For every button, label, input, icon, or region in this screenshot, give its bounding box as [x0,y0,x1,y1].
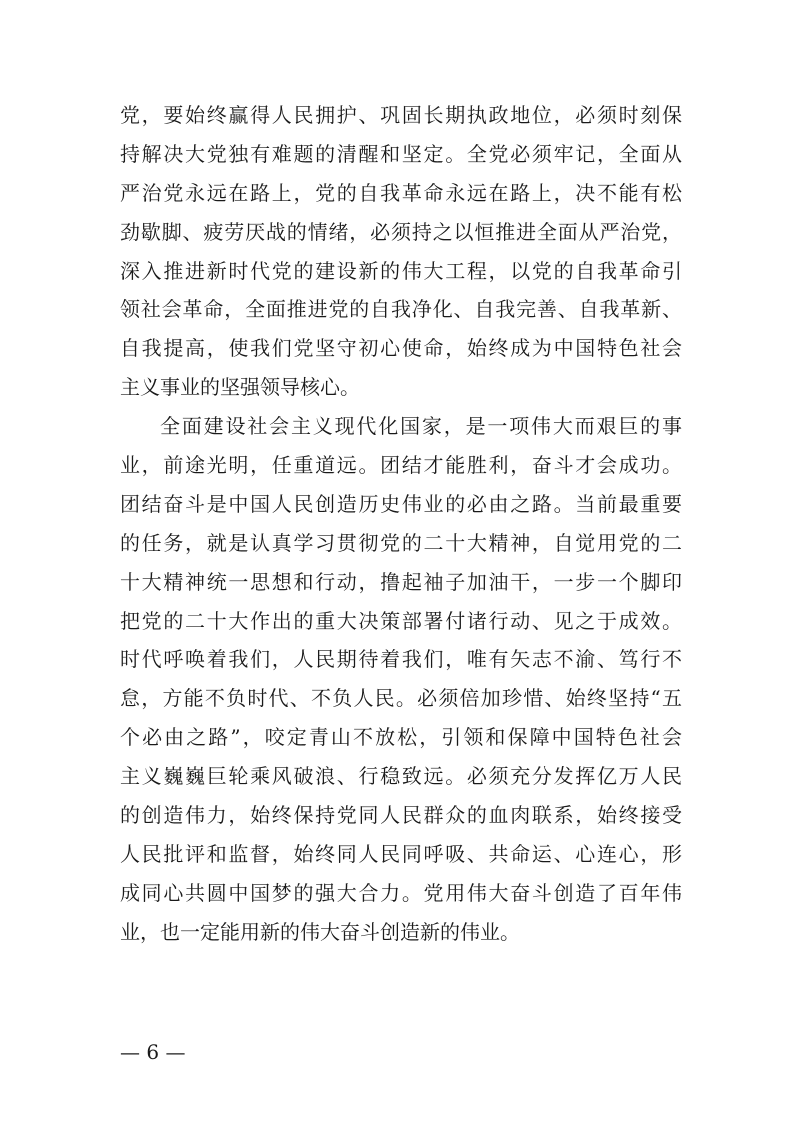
text-line: 领社会革命，全面推进党的自我净化、自我完善、自我革新、 [120,297,682,322]
text-line: 持解决大党独有难题的清醒和坚定。全党必须牢记，全面从 [120,141,682,166]
text-line: 人民批评和监督，始终同人民同呼吸、共命运、心连心，形 [120,841,682,866]
text-line: 劲歇脚、疲劳厌战的情绪，必须持之以恒推进全面从严治党， [120,219,682,244]
text-line: 自我提高，使我们党坚守初心使命，始终成为中国特色社会 [120,336,682,361]
text-line: 成同心共圆中国梦的强大合力。党用伟大奋斗创造了百年伟 [120,880,682,905]
text-line: 全面建设社会主义现代化国家，是一项伟大而艰巨的事 [160,414,682,439]
text-line: 十大精神统一思想和行动，撸起袖子加油干，一步一个脚印 [120,569,682,594]
body-text [120,96,682,952]
text-line: 主义巍巍巨轮乘风破浪、行稳致远。必须充分发挥亿万人民 [120,764,682,789]
text-line: 业，前途光明，任重道远。团结才能胜利，奋斗才会成功。 [120,453,682,478]
text-line: 个必由之路”，咬定青山不放松，引领和保障中国特色社会 [120,725,682,750]
page-number: — 6 — [120,1040,186,1064]
text-line: 深入推进新时代党的建设新的伟大工程，以党的自我革命引 [120,258,682,283]
text-line: 党，要始终赢得人民拥护、巩固长期执政地位，必须时刻保 [120,103,682,127]
text-line: 严治党永远在路上，党的自我革命永远在路上，决不能有松 [120,180,682,205]
paragraph-2 [120,407,682,951]
text-line: 业，也一定能用新的伟大奋斗创造新的伟业。 [120,919,520,944]
text-line: 怠，方能不负时代、不负人民。必须倍加珍惜、始终坚持“五 [120,686,682,711]
text-line: 把党的二十大作出的重大决策部署付诸行动、见之于成效。 [120,608,682,633]
text-line: 的创造伟力，始终保持党同人民群众的血肉联系，始终接受 [120,803,682,828]
text-line: 主义事业的坚强领导核心。 [120,375,360,400]
text-line: 时代呼唤着我们，人民期待着我们，唯有矢志不渝、笃行不 [120,647,682,672]
text-line: 团结奋斗是中国人民创造历史伟业的必由之路。当前最重要 [120,491,682,516]
paragraph-1 [120,96,682,407]
text-line: 的任务，就是认真学习贯彻党的二十大精神，自觉用党的二 [120,530,682,555]
